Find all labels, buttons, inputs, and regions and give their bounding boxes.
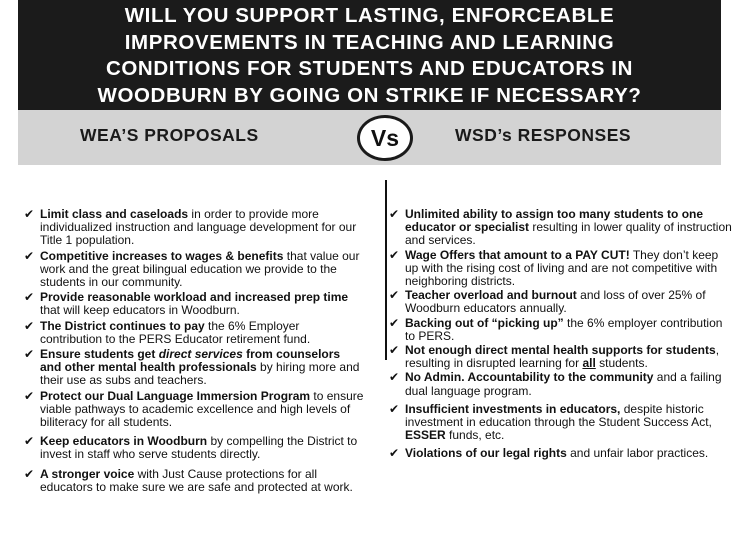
headline-line-2: IMPROVEMENTS IN TEACHING AND LEARNING — [124, 30, 615, 54]
list-item: ✔ Ensure students get direct services from counselors and other mental health professionals by hiring more and their use as subs and teachers. — [24, 347, 360, 388]
wsd-responses-list — [389, 208, 734, 462]
headline-line-3: CONDITIONS FOR STUDENTS AND EDUCATORS IN — [105, 57, 634, 80]
checkmark-icon: ✔ — [24, 207, 35, 221]
list-item: ✔ Provide reasonable workload and increased prep time that will keep educators in Woodburn. — [24, 290, 349, 318]
headline-line-1: WILL YOU SUPPORT LASTING, ENFORCEABLE — [124, 4, 615, 27]
checkmark-icon: ✔ — [389, 315, 400, 330]
checkmark-icon: ✔ — [389, 370, 400, 385]
checkmark-icon: ✔ — [389, 247, 400, 262]
checkmark-icon: ✔ — [24, 466, 35, 481]
checkmark-icon: ✔ — [389, 288, 400, 303]
list-item: ✔ Competitive increases to wages & benefits that value our work and the great bilingual education we provide to the students in our community. — [24, 248, 360, 290]
list-item: ✔ The District continues to pay the 6% Employer contribution to the PERS Educator retirement fund. — [24, 318, 311, 346]
list-item: ✔ Violations of our legal rights and unfair labor practices. — [389, 446, 709, 461]
checkmark-icon: ✔ — [24, 434, 35, 449]
list-item: ✔ Backing out of “picking up” the 6% employer contribution to PERS. — [389, 315, 723, 343]
checkmark-icon: ✔ — [24, 388, 35, 403]
checkmark-icon: ✔ — [24, 248, 35, 263]
versus-badge: Vs — [357, 115, 413, 161]
list-item: ✔ A stronger voice with Just Cause protections for all educators to make sure we are safe and protected at work. — [24, 466, 353, 494]
list-item: ✔ Wage Offers that amount to a PAY CUT! They don’t keep up with the rising cost of living and are not competitive with neighboring districts. — [389, 247, 719, 289]
column-divider — [385, 180, 387, 360]
list-item: ✔ Teacher overload and burnout and loss of over 25% of Woodburn educators annually. — [389, 288, 706, 316]
wsd-responses-heading: WSD’s RESPONSES — [455, 125, 632, 145]
checkmark-icon: ✔ — [24, 318, 35, 333]
list-item: ✔ Unlimited ability to assign too many students to one educator or specialist resulting in lower quality of instruction and services. — [389, 207, 732, 248]
headline-line-4: WOODBURN BY GOING ON STRIKE IF NECESSARY? — [97, 83, 642, 107]
checkmark-icon: ✔ — [24, 290, 35, 305]
list-item: ✔ Insufficient investments in educators, despite historic investment in education through the Student Success Act, ESSER funds, etc. — [389, 401, 712, 443]
list-item: ✔ Limit class and caseloads in order to provide more individualized instruction and language development for our Title 1 population. — [24, 207, 357, 248]
checkmark-icon: ✔ — [389, 343, 400, 358]
list-item: ✔ No Admin. Accountability to the community and a failing dual language program. — [389, 370, 722, 398]
list-item: ✔ Keep educators in Woodburn by compelling the District to invest in staff who serve students directly. — [24, 434, 358, 462]
list-item: ✔ Protect our Dual Language Immersion Program to ensure viable pathways to academic excellence and high levels of biliteracy for all students. — [24, 388, 364, 430]
headline-banner — [18, 0, 721, 110]
list-item: ✔ Not enough direct mental health supports for students, resulting in disrupted learning for all students. — [389, 343, 720, 371]
checkmark-icon: ✔ — [24, 347, 35, 362]
checkmark-icon: ✔ — [389, 446, 400, 461]
wea-proposals-list — [24, 208, 364, 496]
checkmark-icon: ✔ — [389, 207, 400, 221]
checkmark-icon: ✔ — [389, 401, 400, 416]
wea-proposals-heading: WEA’S PROPOSALS — [80, 125, 259, 145]
